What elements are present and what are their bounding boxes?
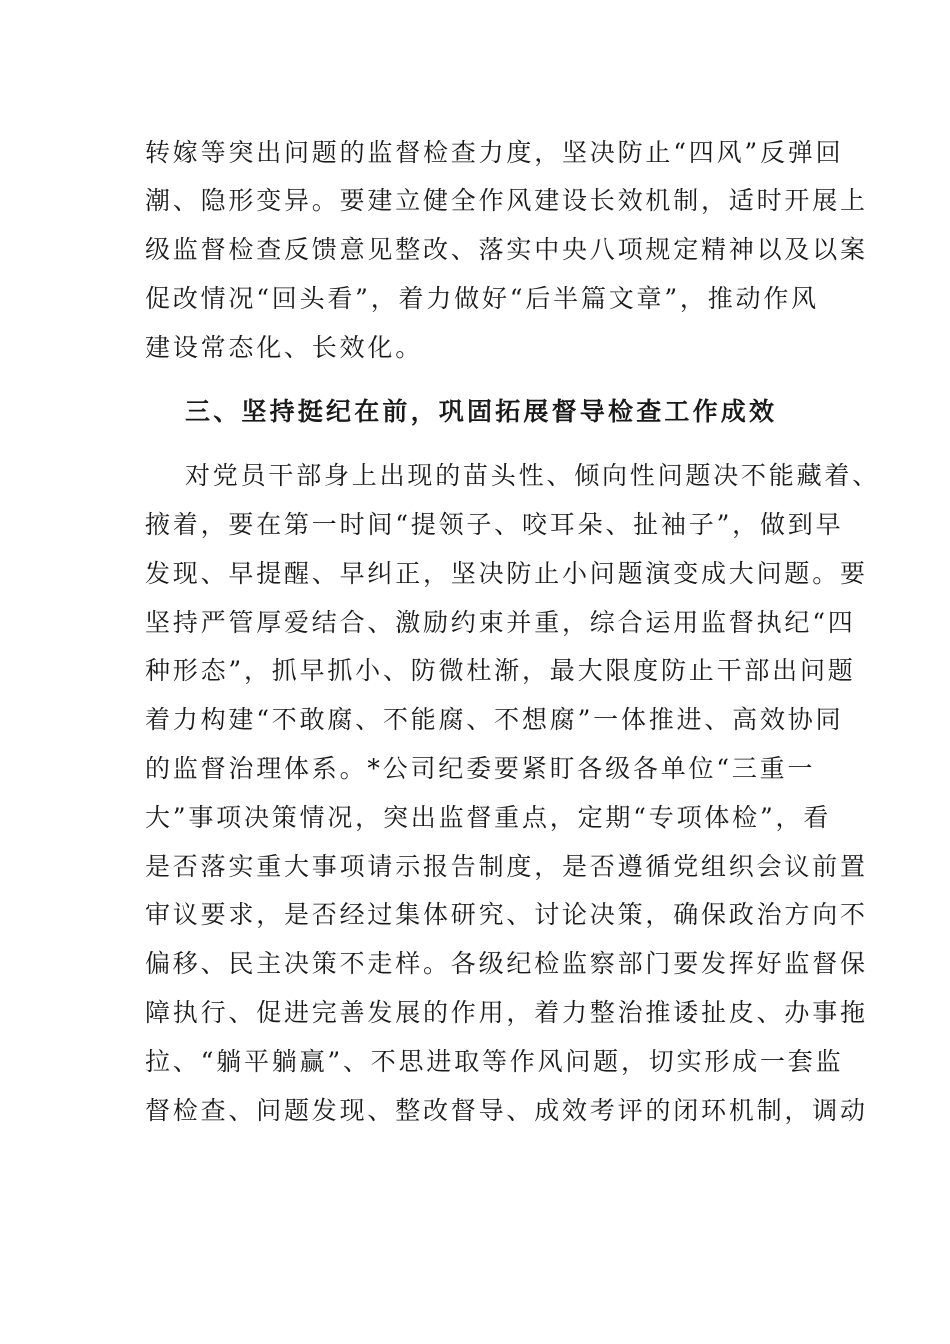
paragraph-2-line-1: 对党员干部身上出现的苗头性、倾向性问题决不能藏着、 <box>185 461 881 490</box>
paragraph-2-line-9: 是否落实重大事项请示报告制度，是否遵循党组织会议前置 <box>145 852 868 881</box>
paragraph-2-line-13: 拉、“躺平躺赢”、不思进取等作风问题，切实形成一套监 <box>145 1047 844 1076</box>
paragraph-2-line-5: 种形态”，抓早抓小、防微杜渐，最大限度防止干部出问题 <box>145 656 856 685</box>
section-heading: 三、坚持挺纪在前，巩固拓展督导检查工作成效 <box>185 397 778 426</box>
paragraph-1-line-2: 潮、隐形变异。要建立健全作风建设长效机制，适时开展上 <box>145 186 868 215</box>
paragraph-2-line-12: 障执行、促进完善发展的作用，着力整治推诿扯皮、办事拖 <box>145 998 868 1027</box>
paragraph-2-line-7: 的监督治理体系。*公司纪委要紧盯各级各单位“三重一 <box>145 754 816 783</box>
paragraph-2-line-14: 督检查、问题发现、整改督导、成效考评的闭环机制，调动 <box>145 1096 868 1125</box>
paragraph-2-line-6: 着力构建“不敢腐、不能腐、不想腐”一体推进、高效协同 <box>145 705 844 734</box>
paragraph-2-line-11: 偏移、民主决策不走样。各级纪检监察部门要发挥好监督保 <box>145 949 868 978</box>
paragraph-2-line-10: 审议要求，是否经过集体研究、讨论决策，确保政治方向不 <box>145 900 868 929</box>
paragraph-2-line-8: 大”事项决策情况，突出监督重点，定期“专项体检”，看 <box>145 803 832 832</box>
paragraph-1-line-3: 级监督检查反馈意见整改、落实中央八项规定精神以及以案 <box>145 235 868 264</box>
paragraph-1-line-1: 转嫁等突出问题的监督检查力度，坚决防止“四风”反弹回 <box>145 138 844 167</box>
paragraph-2-line-2: 掖着，要在第一时间“提领子、咬耳朵、扯袖子”，做到早 <box>145 510 844 539</box>
paragraph-2-line-3: 发现、早提醒、早纠正，坚决防止小问题演变成大问题。要 <box>145 559 868 588</box>
paragraph-2-line-4: 坚持严管厚爱结合、激励约束并重，综合运用监督执纪“四 <box>145 608 856 637</box>
paragraph-1-line-4: 促改情况“回头看”，着力做好“后半篇文章”，推动作风 <box>145 284 819 313</box>
paragraph-1-line-5: 建设常态化、长效化。 <box>145 333 424 362</box>
